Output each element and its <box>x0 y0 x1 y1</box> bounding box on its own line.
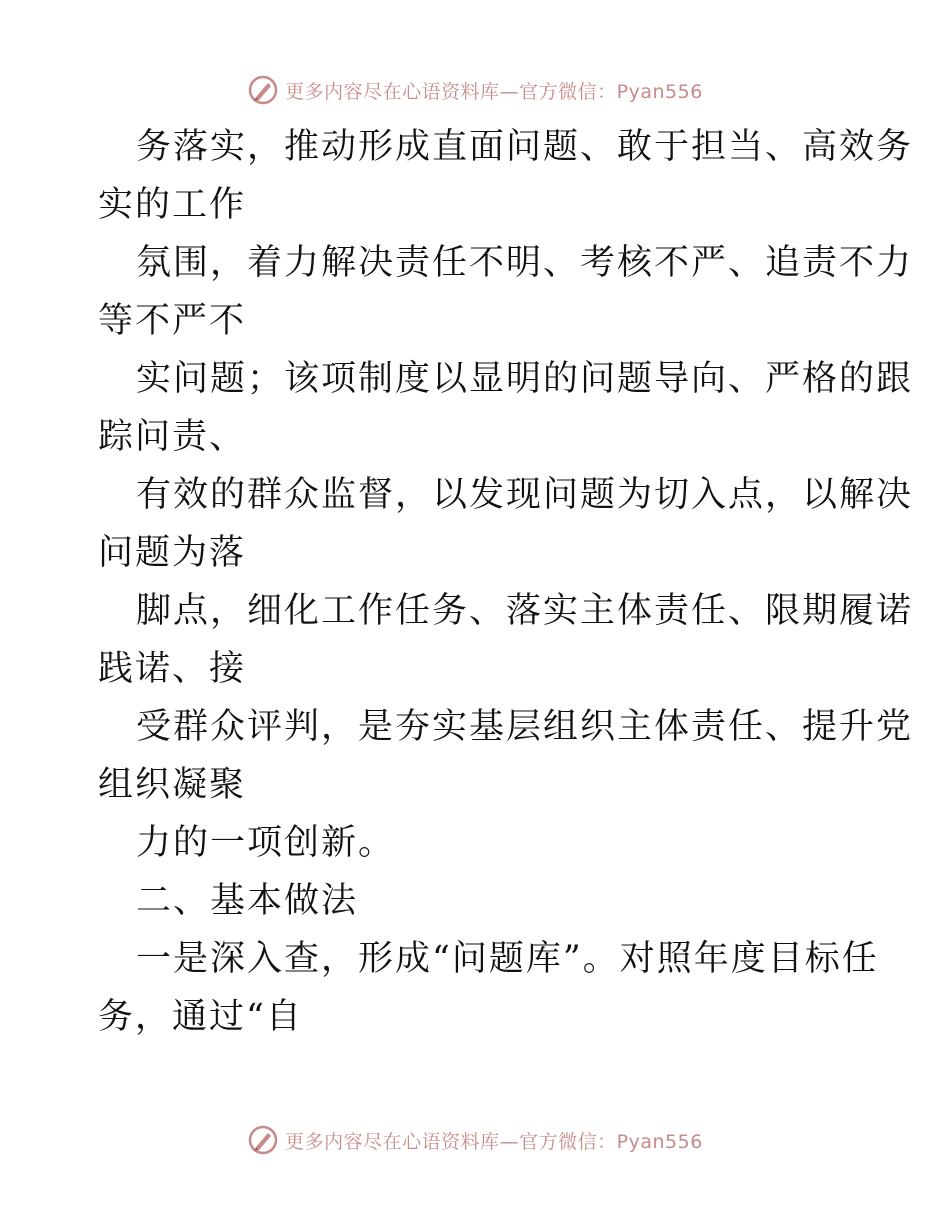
watermark-footer <box>0 1120 950 1160</box>
paragraph-line: 问题为落 <box>98 533 247 573</box>
paragraph-line: 氛围，着力解决责任不明、考核不严、追责不力 <box>136 243 914 283</box>
watermark-text: 更多内容尽在心语资料库—官方微信：Pyan556 <box>285 80 703 103</box>
watermark-text: 更多内容尽在心语资料库—官方微信：Pyan556 <box>285 1130 703 1153</box>
paragraph-line: 务落实，推动形成直面问题、敢于担当、高效务 <box>136 127 914 167</box>
pen-logo-icon <box>247 1124 279 1156</box>
pen-logo-icon <box>247 74 279 106</box>
paragraph-line: 受群众评判，是夯实基层组织主体责任、提升党 <box>136 707 914 747</box>
paragraph-line: 实的工作 <box>98 185 247 225</box>
paragraph-line: 力的一项创新。 <box>136 823 396 863</box>
paragraph-line: 二、基本做法 <box>136 881 359 921</box>
paragraph-line: 实问题；该项制度以显明的问题导向、严格的跟 <box>136 359 914 399</box>
paragraph-line: 有效的群众监督，以发现问题为切入点，以解决 <box>136 475 914 515</box>
watermark-header <box>0 70 950 110</box>
paragraph-line: 组织凝聚 <box>98 765 247 805</box>
paragraph-line: 等不严不 <box>98 301 247 341</box>
paragraph-line: 脚点，细化工作任务、落实主体责任、限期履诺 <box>136 591 914 631</box>
paragraph-line: 务，通过“自 <box>98 997 303 1037</box>
paragraph-line: 践诺、接 <box>98 649 247 689</box>
paragraph-line: 一是深入查，形成“问题库”。对照年度目标任 <box>136 939 879 979</box>
document-body <box>98 118 914 1046</box>
paragraph-line: 踪问责、 <box>98 417 247 457</box>
